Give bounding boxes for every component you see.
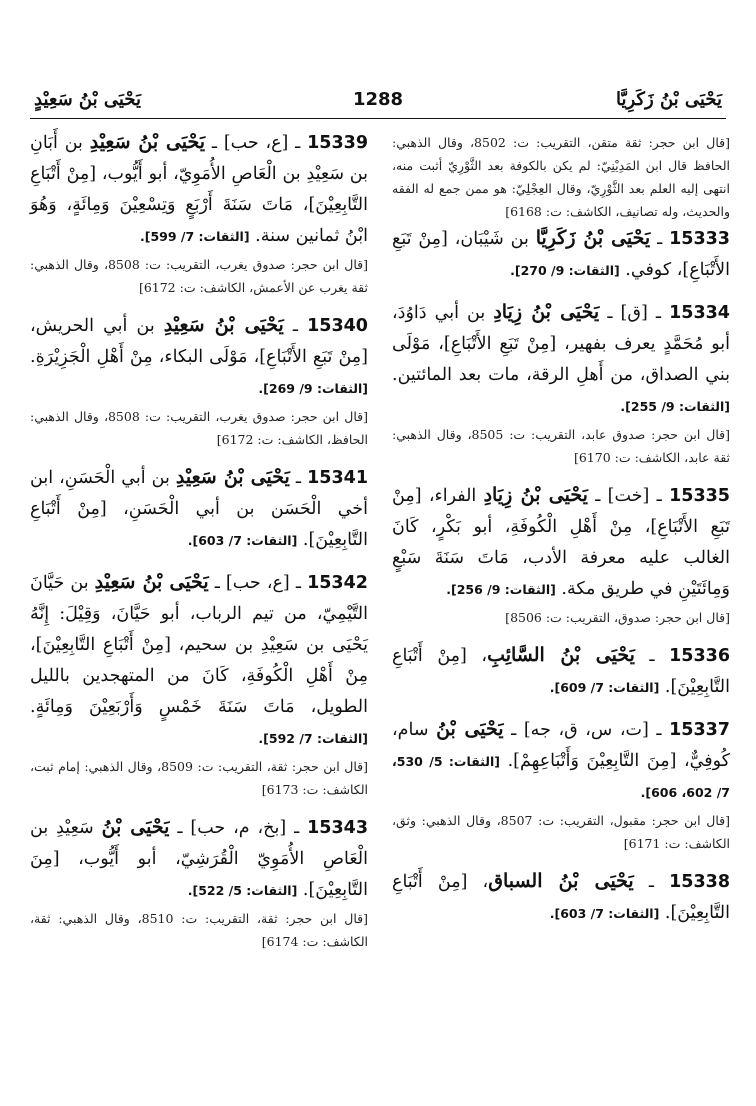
- entry-text: 15340 ـ يَحْيَى بْنُ سَعِيْدِ بن أبي الحريش، [مِنْ تَبَعِ الأَتْبَاعِ]، مَوْلَى البكاء، مِنْ أَهْلِ الْجَزِيْرَةِ. [الثقات: 9/ 269].: [30, 314, 368, 396]
- left-entries: [30, 127, 368, 953]
- header-rule: [30, 118, 726, 119]
- entry-name: يَحْيَى بْنُ سَعِيْدِ: [94, 571, 209, 593]
- entry-body: بن حَيَّانَ التَّيْمِيّ، من تيم الرباب، أبو حَيَّانَ، وَقِيْلَ: إِنَّهُ يَحْيَى بن سَعِيْدِ بن سحيم، [مِنْ أَتْبَاعِ التَّابِعِيْنَ]، مِنْ أَهْلِ الْكُوفَةِ، كَانَ من المتهجدين بالليل الطويل، مَاتَ سَنَةَ خَمْسٍ وَأَرْبَعِيْنَ وَمِائَةٍ.: [30, 573, 368, 717]
- thiqat-reference: [الثقات: 5/ 530، 7/ 602، 606].: [392, 754, 730, 800]
- entry-number: 15334: [669, 303, 730, 323]
- footnote: [قال ابن حجر: صدوق عابد، التقريب: ت: 8505، وقال الذهبي: ثقة عابد، الكاشف: ت: 6170]: [392, 427, 730, 465]
- footnote: [قال ابن حجر: صدوق، التقريب: ت: 8506]: [505, 610, 730, 625]
- entry-tag: [ت، س، ق، جه]: [523, 720, 649, 740]
- entry-text: 15338 ـ يَحْيَى بْنُ السباق، [مِنْ أَتْبَاعِ التَّابِعِيْنَ]. [الثقات: 7/ 603].: [392, 870, 730, 923]
- entry-body: ، [مِنْ أَتْبَاعِ التَّابِعِيْنَ].: [392, 872, 730, 923]
- entry: [392, 640, 730, 703]
- entry-text: 15336 ـ يَحْيَى بْنُ السَّائِبِ، [مِنْ أَتْبَاعِ التَّابِعِيْنَ]. [الثقات: 7/ 609].: [392, 644, 730, 697]
- entry-text: 15342 ـ [ع، حب] ـ يَحْيَى بْنُ سَعِيْدِ بن حَيَّانَ التَّيْمِيّ، من تيم الرباب، أبو حَيَّانَ، وَقِيْلَ: إِنَّهُ يَحْيَى بن سَعِيْدِ بن سحيم، [مِنْ أَتْبَاعِ التَّابِعِيْنَ]، مِنْ أَهْلِ الْكُوفَةِ، كَانَ من المتهجدين بالليل الطويل، مَاتَ سَنَةَ خَمْسٍ وَأَرْبَعِيْنَ وَمِائَةٍ. [الثقات: 7/ 592].: [30, 571, 368, 746]
- entry-text: 15337 ـ [ت، س، ق، جه] ـ يَحْيَى بْنُ سام، كُوفِيٌّ، [مِنَ التَّابِعِيْنَ وَأَتْبَاعِهِمْ]. [الثقات: 5/ 530، 7/ 602، 606].: [392, 718, 731, 800]
- thiqat-reference: [الثقات: 7/ 592].: [258, 731, 368, 746]
- continued-note: [قال ابن حجر: ثقة متقن، التقريب: ت: 8502، وقال الذهبي: الحافظ قال ابن المَدِيْنِيّ: لم يكن بالكوفة بعد الثَّوْرِيّ أثبت منه، انتهى إليه العلم بعد الثَّوْرِيّ، وقال العِجْلِيّ: هو ممن جمع له الفقه والحديث، وله تصانيف، الكاشف: ت: 6168]: [392, 135, 730, 219]
- entry-body: بن شَيْبَان، [مِنْ تَبَعِ الأَتْبَاعِ]، كوفي.: [392, 229, 730, 280]
- thiqat-reference: [الثقات: 9/ 270].: [510, 263, 620, 278]
- entry-tag: [ع، حب]: [223, 133, 289, 153]
- entry-name: يَحْيَى بْنُ السَّائِبِ: [487, 644, 635, 666]
- footnote: [قال ابن حجر: صدوق يغرب، التقريب: ت: 8508، وقال الذهبي: ثقة يغرب عن الأعمش، الكاشف: ت: 6172]: [30, 257, 368, 295]
- entry-text: 15335 ـ [خت] ـ يَحْيَى بْنُ زِيَادِ الفراء، [مِنْ تَبَعِ الأَتْبَاعِ]، مِنْ أَهْلِ الْكُوفَةِ، أبو بَكْرٍ، كَانَ الغالب عليه معرفة الأدب، مَاتَ سَنَةَ سَبْعٍ وَمِائَتَيْنِ في طريق مكة. [الثقات: 9/ 256].: [392, 484, 730, 599]
- entry-body: بن أبي الْحَسَنِ، ابن أخي الْحَسَن بن أبي الْحَسَنِ، [مِنْ أَتْبَاعِ التَّابِعِيْنَ].: [30, 468, 368, 550]
- entry: [30, 310, 368, 451]
- entry-number: 15339: [307, 133, 368, 153]
- entry-text: 15343 ـ [بخ، م، حب] ـ يَحْيَى بْنُ سَعِيْدِ بن الْعَاصِ الأُمَوِيّ الْقُرَشِيّ، أبو أَيُّوب، [مِنَ التَّابِعِيْنَ]. [الثقات: 5/ 522].: [30, 816, 368, 900]
- entry-number: 15333: [669, 229, 730, 249]
- left-column: [30, 127, 368, 964]
- footnote: [قال ابن حجر: مقبول، التقريب: ت: 8507، وقال الذهبي: وثق، الكاشف: ت: 6171]: [392, 813, 731, 851]
- entry: [392, 297, 730, 469]
- thiqat-reference: [الثقات: 7/ 603].: [187, 533, 298, 548]
- entry-text: 15333 ـ يَحْيَى بْنُ زَكَرِيَّا بن شَيْبَان، [مِنْ تَبَعِ الأَتْبَاعِ]، كوفي. [الثقات: 9/ 270].: [392, 227, 730, 280]
- entry-name: يَحْيَى بْنُ سَعِيْدِ: [175, 466, 290, 488]
- thiqat-reference: [الثقات: 9/ 255].: [620, 399, 730, 414]
- entry: [30, 812, 368, 953]
- entry-number: 15335: [669, 486, 730, 506]
- thiqat-reference: [الثقات: 7/ 599].: [139, 229, 250, 244]
- entry-number: 15340: [307, 316, 368, 336]
- entry-name: يَحْيَى بْنُ: [436, 718, 504, 740]
- entry-tag: [ع، حب]: [225, 573, 290, 593]
- entry-body: سَعِيْدِ بن الْعَاصِ الأُمَوِيّ الْقُرَشِيّ، أبو أَيُّوب، [مِنَ التَّابِعِيْنَ].: [30, 818, 368, 900]
- footnote: [قال ابن حجر: صدوق يغرب، التقريب: ت: 8508، وقال الذهبي: الحافظ، الكاشف: ت: 6172]: [30, 409, 368, 447]
- running-head-left: يَحْيَى بْنُ سَعِيْدٍ: [34, 89, 141, 110]
- entry-number: 15342: [307, 573, 368, 593]
- entry-text: 15341 ـ يَحْيَى بْنُ سَعِيْدِ بن أبي الْحَسَنِ، ابن أخي الْحَسَن بن أبي الْحَسَنِ، [مِنْ أَتْبَاعِ التَّابِعِيْنَ]. [الثقات: 7/ 603].: [30, 466, 368, 550]
- entry-number: 15337: [669, 720, 730, 740]
- thiqat-reference: [الثقات: 5/ 522].: [187, 883, 298, 898]
- entry-name: يَحْيَى بْنُ السباق: [488, 870, 634, 892]
- entry-tag: [بخ، م، حب]: [190, 818, 287, 838]
- page-header: [30, 86, 726, 116]
- thiqat-reference: [الثقات: 9/ 269].: [258, 381, 368, 396]
- entry-number: 15338: [669, 872, 730, 892]
- entry: [392, 866, 730, 929]
- entry-body: ، [مِنْ أَتْبَاعِ التَّابِعِيْنَ].: [392, 646, 730, 697]
- entry-body: بن أبي دَاوُدَ، أبو مُحَمَّدٍ يعرف بفهير، [مِنْ تَبَعِ الأَتْبَاعِ]، مَوْلَى بني الصداق، من أَهلِ الرقة، مات بعد المائتين.: [392, 303, 730, 385]
- entry-name: يَحْيَى بْنُ زَكَرِيَّا: [535, 227, 651, 249]
- entry-name: يَحْيَى بْنُ زِيَادِ: [483, 484, 588, 506]
- entry-name: يَحْيَى بْنُ سَعِيْدِ: [163, 314, 284, 336]
- entry: [392, 223, 730, 286]
- entry-name: يَحْيَى بْنُ: [101, 816, 170, 838]
- entry: [30, 462, 368, 556]
- page-number: 1288: [352, 89, 404, 110]
- entry-text: 15334 ـ [ق] ـ يَحْيَى بْنُ زِيَادِ بن أبي دَاوُدَ، أبو مُحَمَّدٍ يعرف بفهير، [مِنْ تَبَعِ الأَتْبَاعِ]، مَوْلَى بني الصداق، من أَهلِ الرقة، مات بعد المائتين. [الثقات: 9/ 255].: [392, 301, 730, 414]
- entry: [30, 567, 368, 801]
- footnote: [قال ابن حجر: ثقة، التقريب: ت: 8509، وقال الذهبي: إمام ثبت، الكاشف: ت: 6173]: [30, 759, 368, 797]
- entry-body: سام، كُوفِيٌّ، [مِنَ التَّابِعِيْنَ وَأَتْبَاعِهِمْ].: [392, 720, 731, 771]
- thiqat-reference: [الثقات: 7/ 603].: [549, 906, 660, 921]
- entry: [392, 714, 730, 855]
- entry-tag: [ق]: [620, 303, 648, 323]
- right-column: [392, 127, 730, 940]
- entry-body: الفراء، [مِنْ تَبَعِ الأَتْبَاعِ]، مِنْ أَهْلِ الْكُوفَةِ، أبو بَكْرٍ، كَانَ الغالب عليه معرفة الأدب، مَاتَ سَنَةَ سَبْعٍ وَمِائَتَيْنِ في طريق مكة.: [392, 486, 730, 599]
- entry-number: 15336: [669, 646, 730, 666]
- entry-body: بن أَبَانِ بن سَعِيْدِ بن الْعَاصِ الأُمَوِيّ، أبو أَيُّوب، [مِنْ أَتْبَاعِ التَّابِعِيْنَ]، مَاتَ سَنَةَ أَرْبَعٍ وَتِسْعِيْنَ وَمِائَةٍ، وَهُوَ ابْنُ ثمانين سنة.: [30, 133, 368, 246]
- footnote: [قال ابن حجر: ثقة، التقريب: ت: 8510، وقال الذهبي: ثقة، الكاشف: ت: 6174]: [30, 911, 369, 949]
- entry-text: 15339 ـ [ع، حب] ـ يَحْيَى بْنُ سَعِيْدِ بن أَبَانِ بن سَعِيْدِ بن الْعَاصِ الأُمَوِيّ، أبو أَيُّوب، [مِنْ أَتْبَاعِ التَّابِعِيْنَ]، مَاتَ سَنَةَ أَرْبَعٍ وَتِسْعِيْنَ وَمِائَةٍ، وَهُوَ ابْنُ ثمانين سنة. [الثقات: 7/ 599].: [30, 131, 368, 246]
- entry: [392, 480, 730, 629]
- right-entries: [392, 223, 730, 929]
- entry-name: يَحْيَى بْنُ سَعِيْدِ: [89, 131, 206, 153]
- entry-name: يَحْيَى بْنُ زِيَادِ: [493, 301, 600, 323]
- thiqat-reference: [الثقات: 7/ 609].: [549, 680, 660, 695]
- entry-body: بن أبي الحريش، [مِنْ تَبَعِ الأَتْبَاعِ]، مَوْلَى البكاء، مِنْ أَهْلِ الْجَزِيْرَةِ.: [30, 316, 368, 367]
- running-head-right: يَحْيَى بْنُ زَكَرِيَّا: [616, 89, 722, 110]
- entry-number: 15343: [307, 818, 368, 838]
- entry: [30, 127, 368, 299]
- entry-number: 15341: [307, 468, 368, 488]
- entry-tag: [خت]: [607, 486, 650, 506]
- thiqat-reference: [الثقات: 9/ 256].: [446, 582, 556, 597]
